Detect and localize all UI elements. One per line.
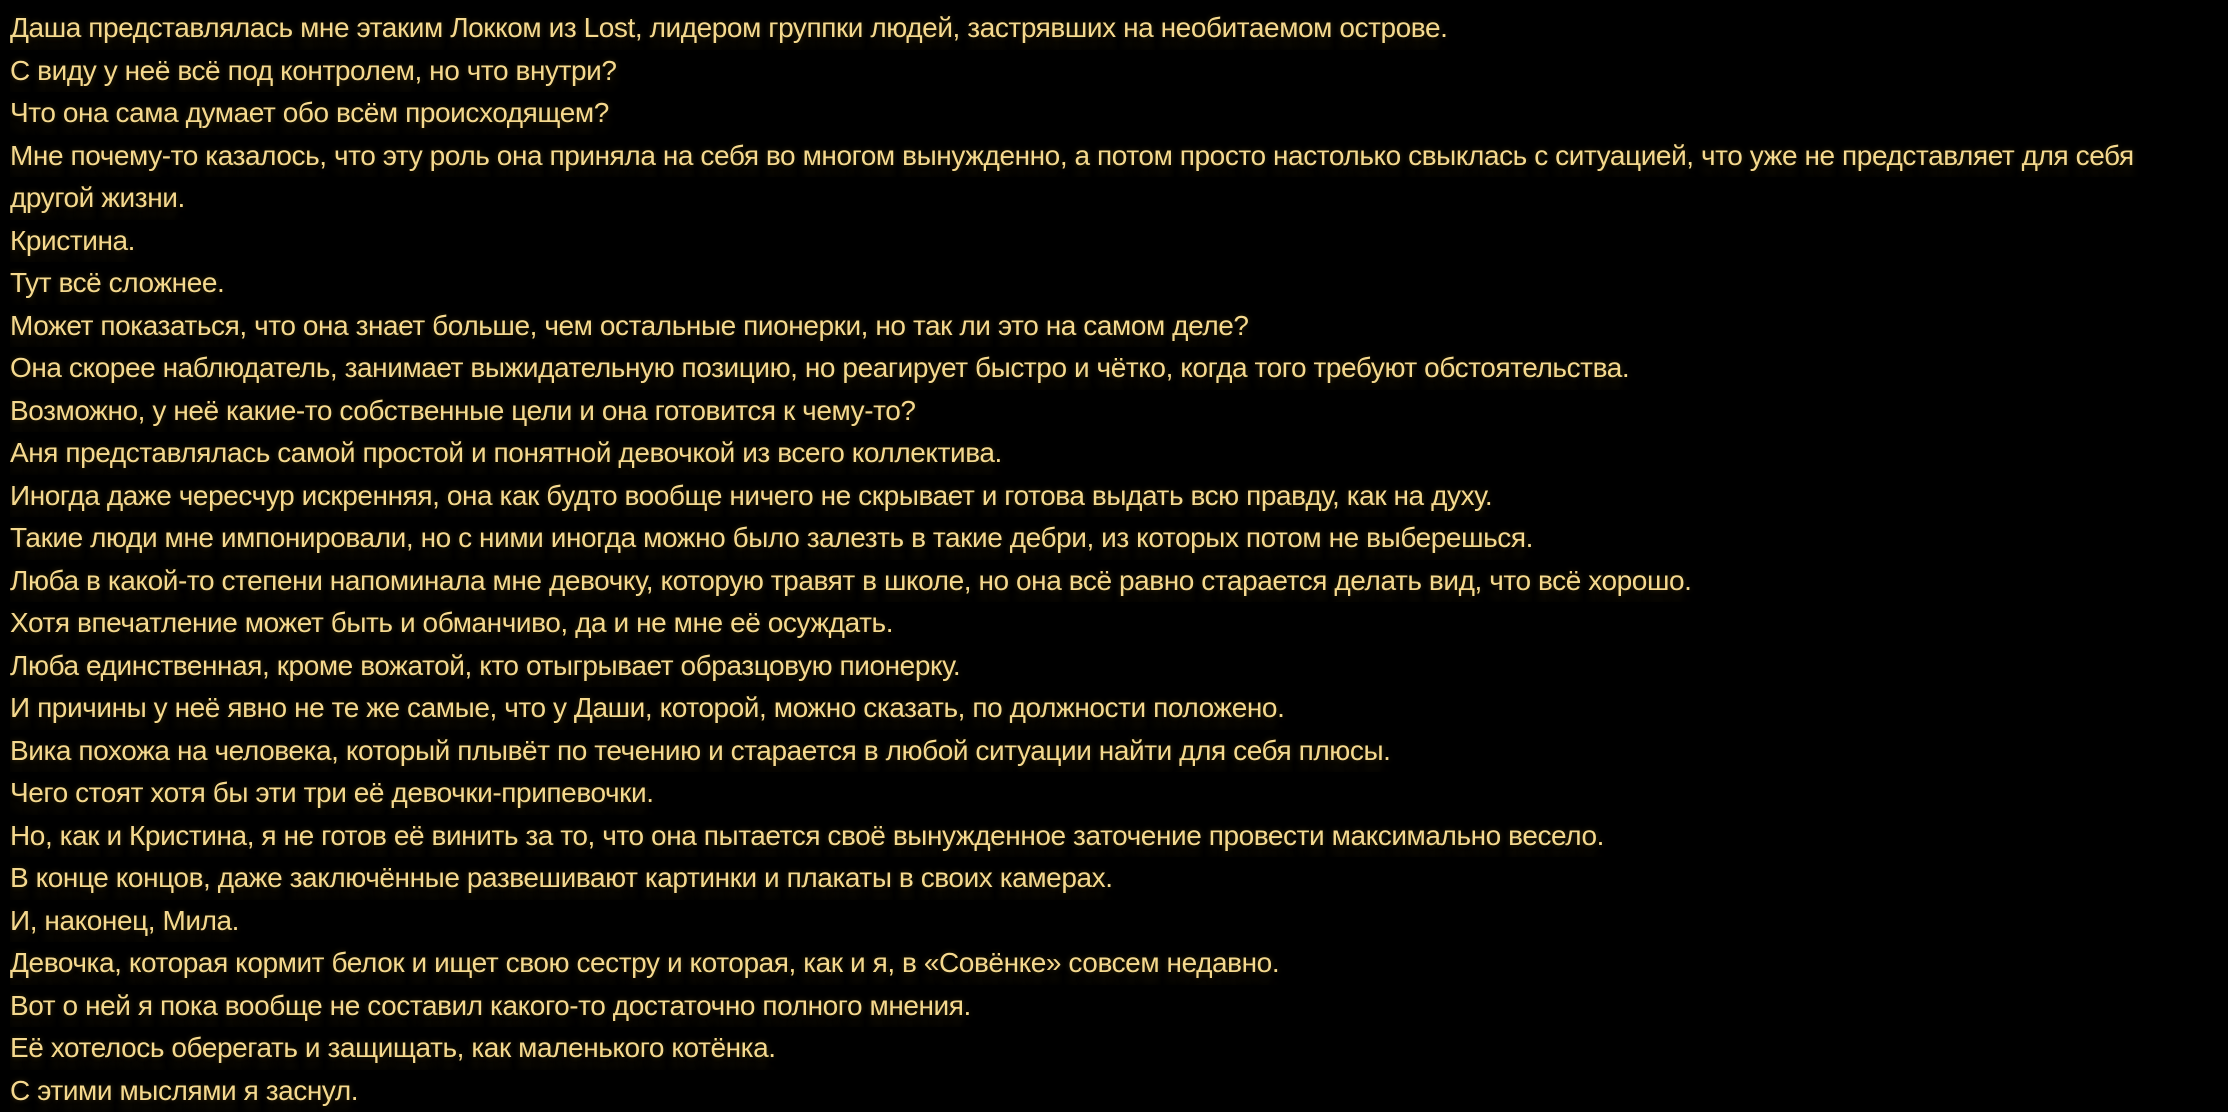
narration-line: Возможно, у неё какие-то собственные цели и она готовится к чему-то? <box>10 394 916 426</box>
narration-line: Что она сама думает обо всём происходящем? <box>10 97 609 128</box>
narration-line: Её хотелось оберегать и защищать, как маленького котёнка. <box>10 1032 776 1063</box>
narration-line: Чего стоят хотя бы эти три её девочки-припевочки. <box>10 777 654 808</box>
narration-line: Люба единственная, кроме вожатой, кто отыгрывает образцовую пионерку. <box>10 649 961 681</box>
narration-line: Кристина. <box>10 224 136 256</box>
narration-line: Люба в какой-то степени напоминала мне девочку, которую травят в школе, но она всё равно старается делать вид, что всё хорошо. <box>10 564 1692 596</box>
narration-line: Может показаться, что она знает больше, чем остальные пионерки, но так ли это на самом деле? <box>10 309 1249 341</box>
narration-line: Мне почему-то казалось, что эту роль она приняла на себя во многом вынужденно, а потом просто настолько свыклась с ситуацией, что уже не представляет для себя <box>10 139 2134 171</box>
narration-line: Тут всё сложнее. <box>10 267 225 298</box>
narration-line: Аня представлялась самой простой и понятной девочкой из всего коллектива. <box>10 437 1002 468</box>
narration-line: Девочка, которая кормит белок и ищет свою сестру и которая, как и я, в «Совёнке» совсем недавно. <box>10 947 1280 978</box>
narration-line: Хотя впечатление может быть и обманчиво, да и не мне её осуждать. <box>10 607 894 638</box>
narration-line: Она скорее наблюдатель, занимает выжидательную позицию, но реагирует быстро и чётко, когда того требуют обстоятельства. <box>10 352 1630 383</box>
narration-line: Иногда даже чересчур искренняя, она как будто вообще ничего не скрывает и готова выдать всю правду, как на духу. <box>10 479 1493 511</box>
narration-line: И причины у неё явно не те же самые, что у Даши, которой, можно сказать, по должности положено. <box>10 692 1285 723</box>
narration-line: Но, как и Кристина, я не готов её винить за то, что она пытается своё вынужденное заточение провести максимально весело. <box>10 819 1605 851</box>
narration-line: С виду у неё всё под контролем, но что внутри? <box>10 54 617 86</box>
narration-line: другой жизни. <box>10 182 185 213</box>
narration-line: Вот о ней я пока вообще не составил какого-то достаточно полного мнения. <box>10 989 971 1021</box>
narration-line: С этими мыслями я заснул. <box>10 1074 359 1106</box>
narration-line: Такие люди мне импонировали, но с ними иногда можно было залезть в такие дебри, из которых потом не выберешься. <box>10 522 1533 553</box>
narration-line: В конце концов, даже заключённые развешивают картинки и плакаты в своих камерах. <box>10 862 1113 893</box>
narration-line: Даша представлялась мне этаким Локком из Lost, лидером группки людей, застрявших на необитаемом острове. <box>10 12 1448 43</box>
narration-line: И, наконец, Мила. <box>10 904 240 936</box>
narration-line: Вика похожа на человека, который плывёт по течению и старается в любой ситуации найти для себя плюсы. <box>10 734 1391 766</box>
